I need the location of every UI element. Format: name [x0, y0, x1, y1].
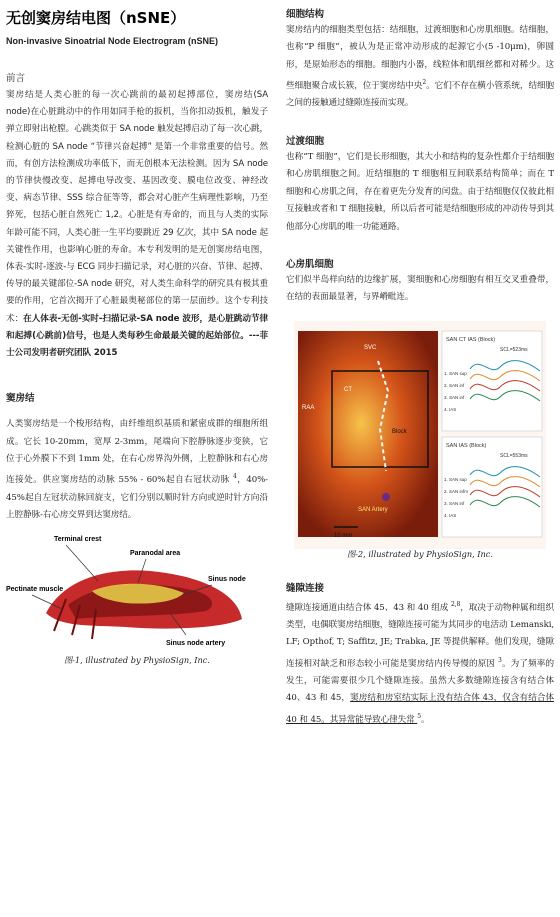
label-raa: RAA [302, 404, 315, 411]
label-block: Block [392, 428, 407, 435]
transitional-body: 也称“T 细胞”，它们是长形细胞，其大小和结构的复杂性都介于结细胞和心房肌细胞之间。近结细胞的 T 细胞相互间联系结构简单；而在 T 细胞和心房肌之间，存在着更先分发育的闰盘。由于结细胞仅仅彼此相互接触或者和 T 细胞接触，所以后者可能是结细胞形成的冲动传导到其他部分心房肌的唯一功能通路。 [286, 151, 554, 232]
label-san-artery: SAN Artery [358, 506, 388, 513]
cell-structure-tail: 。它们不存在横小管系统，结细胞之间的接触通过缝隙连接而实现。 [286, 81, 554, 109]
trace-panel-top [442, 331, 542, 431]
preface-text: 窦房结是人类心脏的每一次心跳前的最初起搏部位，窦房结(SA node)在心脏跳动中的作用如同手枪的扳机，当你扣动扳机，触发子弹立即射出枪膛。心跳类似于 SA node 触发起搏启动了每一次心跳，检测心脏的 SA node “节律兴奋起搏” 是第一个非常重要的信号。然而，有创方法检测成功率低下，而无创根本无法检测。因为 SA node 的节律快慢改变、起搏电导改变、基因改变、膜电位改变、神经改变、病态节律、SSS 综合征等等，都会对心脏产生病理性影响，乃至猝死，包括心脏自然死亡 1,2。心脏是有寿命的，而且与人类的实际年龄可能不同，人类心脏一生平均要跳近 29 亿次，其中 SA node 起关键性作用，也影响心脏的寿命。本专利发明的是无创窦房结电图，体表-实时-逐波-与 ECG 同步扫描记录，对心脏的兴奋、节律、起搏、传导的最关键部位-SA node 研究，对人类生命科学的研究具有极其重要的作用，它首次揭开了心脏最奥秘部位的第一层面纱。这个专利技术： [6, 90, 268, 324]
label-sinus-artery: Sinus node artery [166, 639, 226, 647]
san-artery-marker [382, 493, 390, 501]
preface-heading: 前言 [6, 73, 26, 84]
gap-text-d: 。 [421, 714, 430, 725]
legend-top: SAN CT IAS (Block) [446, 336, 496, 343]
label-pectinate: Pectinate muscle [6, 585, 64, 593]
gap-text-a: 缝隙连接通道由结合体 45、43 和 40 组成 [286, 602, 451, 613]
transitional-heading: 过渡细胞 [286, 135, 325, 147]
page-title: 无创窦房结电图（nSNE） [6, 9, 186, 27]
atrial-cells-body: 它们似半岛样向结的边缘扩展，窦细胞和心房细胞有相互交叉重叠带，在结的表面最显著，与界嵴毗连。 [286, 274, 554, 303]
citation-sup: 5 [417, 712, 422, 720]
trace-row-label: 4. IAS [444, 512, 457, 518]
trace-row-label: 3. SAN inf [444, 500, 465, 506]
trace-row-label: 1. SAN sup [444, 370, 467, 376]
left-column [6, 8, 268, 666]
legend-bottom: SAN IAS (Block) [446, 442, 487, 449]
gap-text-b: ，取决于动物种属和组织类型，电偶联窦房结细胞，缝隙连接可能为其同步的电活动 Lemanski, LF; Opthof, T; Saffitz, JE; Trabka, JE 等提供解释。他们发现，缝隙连接相对缺乏和形态较小可能是窦房结内传导慢的原因 [286, 602, 555, 669]
label-ct: CT [344, 386, 352, 393]
san-mapping-svg [294, 321, 546, 549]
gap-junction-body [286, 596, 554, 729]
citation-sup: 3 [498, 656, 502, 664]
cell-structure-body [286, 22, 554, 113]
right-column [286, 8, 554, 729]
preface-bold-tail: 在人体表-无创-实时-扫描记录-SA node 波形，是心脏跳动节律和起搏(心跳前)信号，也是人类每秒生命最最关键的起始部位。---菲士公司发明者研究团队 2015 [6, 313, 268, 359]
preface-body [6, 87, 268, 362]
gap-underlined-text: 窦房结和房室结实际上没有结合体 43，仅含有结合体 40 和 45。其异常能导致心律失常 [286, 693, 554, 725]
label-sinus-node: Sinus node [208, 575, 246, 583]
scl-top: SCL=523ms [500, 346, 528, 353]
citation-sup: 2 [422, 79, 427, 87]
sa-node-text-a: 人类窦房结是一个梭形结构，由纤维组织基质和紧密成群的细胞所组成。它长 10-20mm，宽厚 2-3mm，尾端向下腔静脉逐步变狭，它位于心外膜下不到 1mm 处，在右心房界沟外侧，上腔静脉和右心房连接处。供应窦房结的动脉 55% - 60%起自右冠状动脉 [6, 419, 268, 486]
sa-node-text-b: ，40%- 45%起自左冠状动脉回旋支，它们分别以顺时针方向或逆时针方向沿上腔静脉-右心房交界到达窦房结。 [6, 475, 268, 521]
figure-1-caption: 图-1, illustrated by PhysioSign, Inc. [63, 654, 211, 665]
trace-row-label: 1. SAN sup [444, 476, 467, 482]
citation-sup: 4 [232, 473, 237, 481]
trace-panel-bottom [442, 437, 542, 537]
atrial-cells-heading: 心房肌细胞 [286, 258, 334, 270]
heart-anatomy-svg [6, 535, 246, 655]
citation-sup: 2,8 [450, 600, 461, 608]
gap-junction-heading: 缝隙连接 [286, 582, 325, 594]
trace-row-label: 4. IAS [444, 406, 457, 412]
cell-structure-text: 窦房结内的细胞类型包括：结细胞，过渡细胞和心房肌细胞。结细胞，也称“P 细胞”，被认为是正常冲动形成的起源它小(5 -10μm)，卵圆形，是原始形态的细胞。细胞内小器，线粒体和肌细丝都和对稀少。这些细胞聚合成长簇，位于窦房结中央 [286, 25, 554, 92]
label-paranodal: Paranodal area [130, 549, 181, 557]
trace-row-label: 2. SAN inf [444, 382, 465, 388]
label-terminal-crest: Terminal crest [54, 535, 102, 543]
label-scale: 10 mm [334, 532, 353, 539]
gap-text-c: 。为了频率的发生，可能需要很少几个缝隙连接。虽然大多数缝隙连接含有结合体 40、43 和 45， [286, 658, 555, 704]
scl-bottom: SCL=553ms [500, 452, 528, 459]
figure-2-caption: 图-2, illustrated by PhysioSign, Inc. [346, 548, 494, 559]
page-subtitle: Non-invasive Sinoatrial Node Electrogram (nSNE) [6, 36, 219, 46]
figure-1-illustration [6, 535, 246, 655]
trace-row-label: 3. SAN inf [444, 394, 465, 400]
cell-structure-heading: 细胞结构 [286, 9, 325, 20]
trace-row-label: 2. SAN infm [444, 488, 469, 494]
sa-node-heading: 窦房结 [6, 393, 35, 405]
figure-2-illustration [294, 321, 546, 549]
leader-terminal [66, 545, 98, 581]
label-svc: SVC [364, 344, 377, 351]
sa-node-body [6, 416, 268, 524]
